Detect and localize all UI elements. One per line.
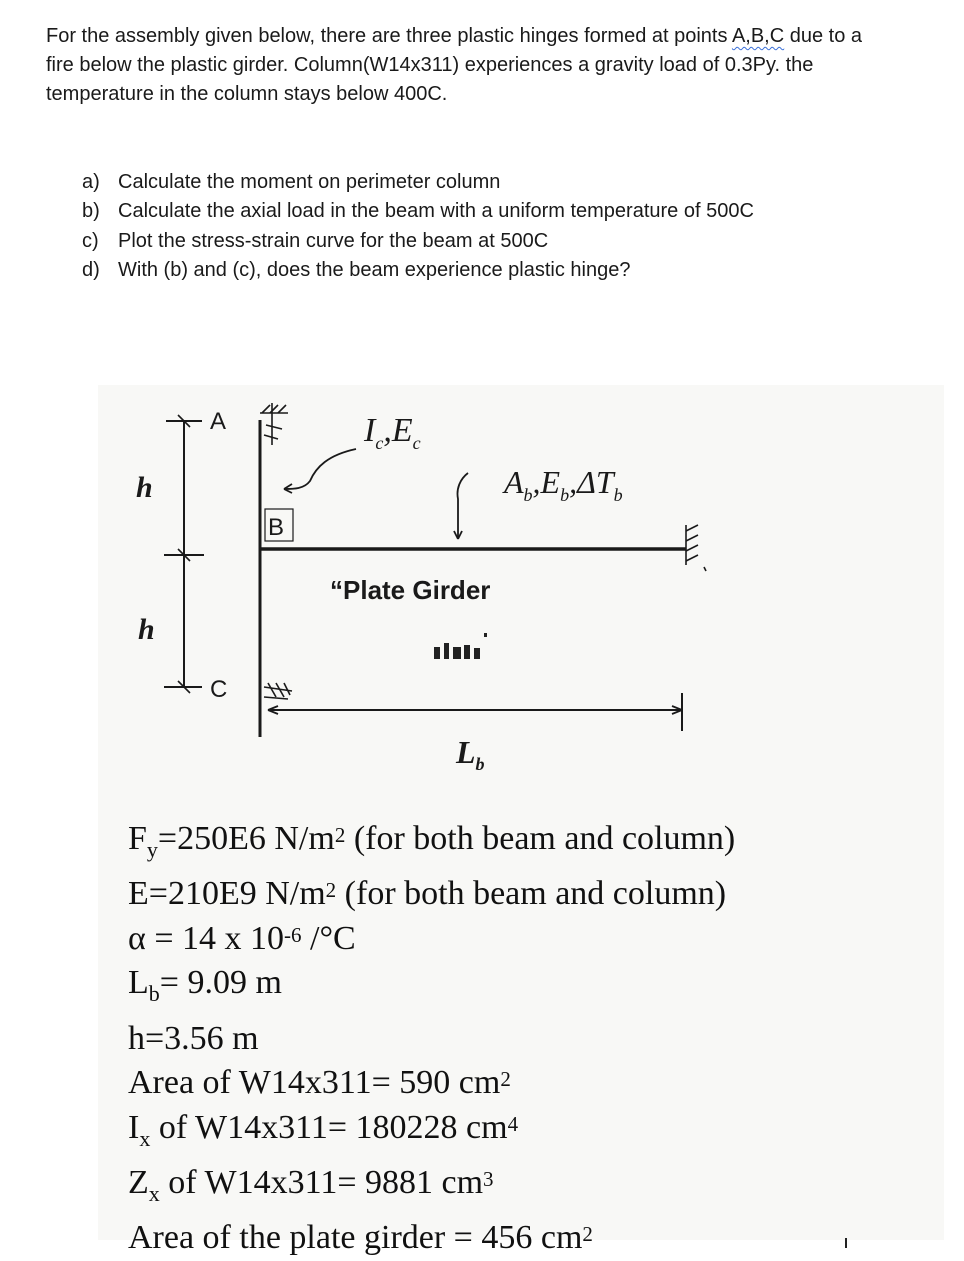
column-area: Area of W14x311= 590 $cm^2$ xyxy=(128,1064,511,1102)
girder-end-restraint xyxy=(686,525,706,571)
girder-area: Area of the plate girder = 456 $cm^2$ xyxy=(128,1219,593,1257)
column-properties-label: $I_c,E_c$ xyxy=(364,412,421,453)
fire-icon xyxy=(434,633,487,659)
column-moment-of-inertia: $I_x$ of W14x311= 180228 $cm^4$ xyxy=(128,1108,519,1151)
height-label-bottom: h xyxy=(138,613,155,646)
point-B-label: B xyxy=(268,514,285,541)
question-item xyxy=(82,197,754,226)
hinge-points-text: A,B,C xyxy=(731,25,785,47)
column-leader-curve xyxy=(284,449,356,489)
question-marker: b) xyxy=(82,200,100,223)
yield-strength: $F_y=250E6$ $N/m^2$ (for both beam and column) xyxy=(128,820,736,862)
question-marker: c) xyxy=(82,229,99,252)
thermal-coefficient: α = 14 x $10^{-6}$ /°C xyxy=(128,919,356,957)
question-text: Calculate the axial load in the beam with a uniform temperature of 500C xyxy=(118,200,754,223)
elastic-modulus: E=210E9 $N/m^2$ (for both beam and column) xyxy=(128,875,727,913)
page-edge-mark xyxy=(845,1238,847,1248)
plate-girder-label: “Plate Girder xyxy=(330,575,491,605)
point-C-label: C xyxy=(210,676,228,703)
problem-line-1: For the assembly given below, there are three plastic hinges formed at points A,B,C due to a xyxy=(46,25,863,47)
beam-length: $L_b= 9.09$ m xyxy=(128,964,282,1007)
question-list xyxy=(82,168,754,285)
column-height: h=3.56 m xyxy=(128,1019,259,1057)
girder-leader-curve xyxy=(457,473,468,539)
question-marker: a) xyxy=(82,171,100,193)
problem-line-2: fire below the plastic girder. Column(W14x311) experiences a gravity load of 0.3Py. the xyxy=(46,54,814,76)
question-text: Plot the stress-strain curve for the beam at 500C xyxy=(118,229,549,252)
problem-line-3: temperature in the column stays below 400C. xyxy=(46,83,448,105)
point-A-label: A xyxy=(210,408,227,435)
problem-statement xyxy=(46,22,951,109)
top-support-hatch xyxy=(260,403,288,445)
question-item xyxy=(82,168,754,197)
scanned-figure xyxy=(98,385,944,1257)
column-plastic-modulus: $Z_x$ of W14x311= 9881 $cm^3$ xyxy=(128,1163,494,1206)
girder-properties-label: $A_b,E_b,\Delta T_b$ xyxy=(504,464,623,505)
frame-diagram xyxy=(98,385,944,815)
question-text: Calculate the moment on perimeter column xyxy=(118,171,501,193)
question-item xyxy=(82,227,754,256)
question-item xyxy=(82,256,754,285)
height-label-top: h xyxy=(136,471,153,504)
bottom-support-hatch xyxy=(264,683,292,699)
span-length-label: $L_b$ xyxy=(456,734,485,774)
given-data-list xyxy=(128,817,735,1261)
question-text: With (b) and (c), does the beam experience plastic hinge? xyxy=(118,258,631,281)
question-marker: d) xyxy=(82,258,100,281)
